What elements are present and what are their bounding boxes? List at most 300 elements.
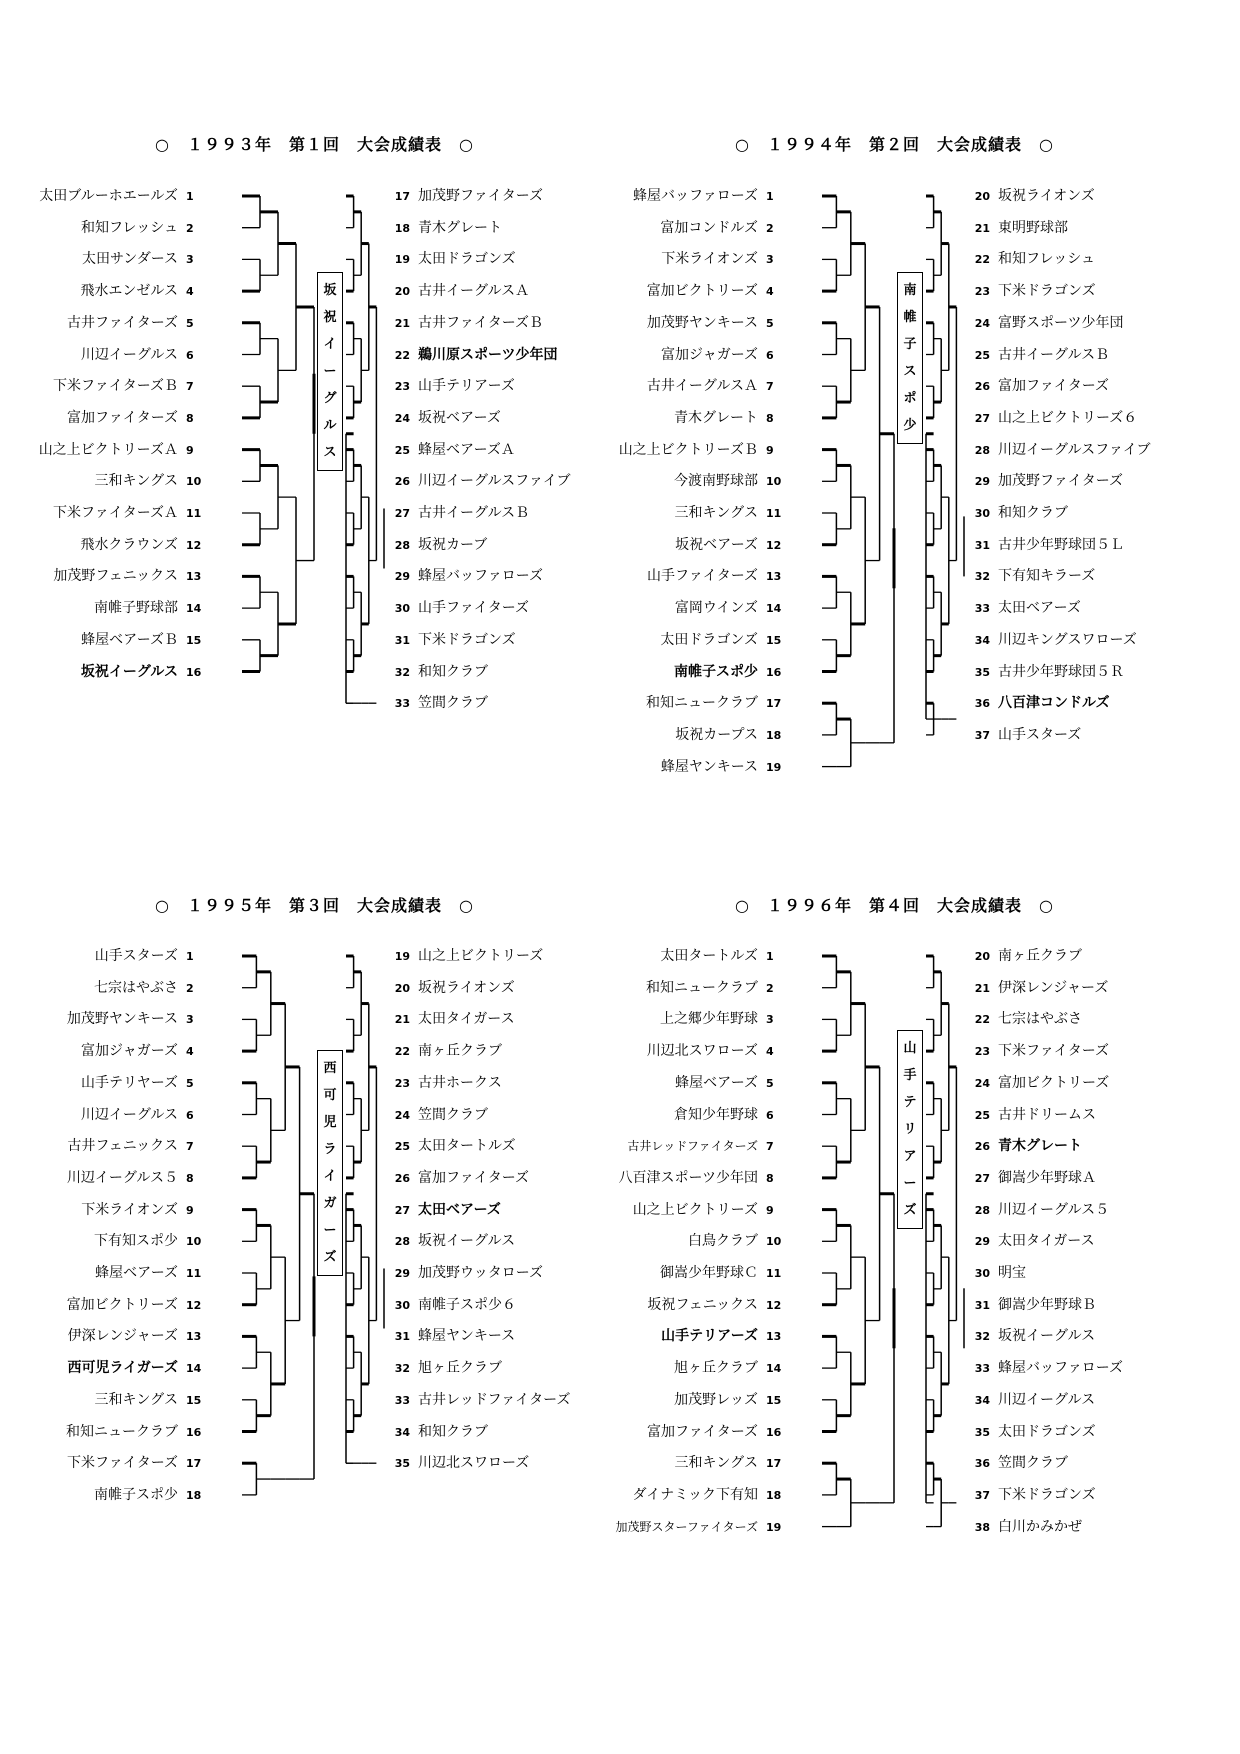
seed-number: 34 bbox=[394, 1425, 410, 1439]
champion-char: ル bbox=[323, 418, 337, 433]
team-name: 太田ドラゴンズ bbox=[660, 631, 758, 648]
team-name: 青木グレート bbox=[418, 219, 502, 236]
team-name: 坂祝フェニックス bbox=[647, 1296, 758, 1313]
team-name: 富加ビクトリーズ bbox=[646, 283, 758, 300]
team-name: 蜂屋ヤンキース bbox=[418, 1328, 516, 1345]
team-entry bbox=[388, 1231, 515, 1251]
seed-number: 34 bbox=[974, 1393, 990, 1407]
team-name: 三和キングス bbox=[94, 473, 178, 490]
bracket-title: ○ １９９６年 第４回 大会成績表 ○ bbox=[735, 896, 1054, 915]
team-name: 太田タイガース bbox=[418, 1011, 515, 1028]
team-name: 太田タートルズ bbox=[418, 1138, 516, 1155]
team-entry bbox=[388, 1105, 488, 1125]
seed-number: 35 bbox=[394, 1457, 410, 1471]
team-name: 下有知キラーズ bbox=[998, 568, 1096, 585]
seed-number: 22 bbox=[974, 253, 990, 267]
champion-char: 山 bbox=[903, 1041, 917, 1056]
seed-number: 27 bbox=[974, 411, 990, 425]
seed-number: 31 bbox=[974, 538, 990, 552]
team-entry bbox=[968, 345, 1109, 365]
team-entry bbox=[968, 503, 1068, 523]
seed-number: 12 bbox=[766, 1298, 782, 1312]
team-name: 西可児ライガーズ bbox=[67, 1360, 178, 1377]
team-entry bbox=[968, 693, 1110, 713]
seed-number: 14 bbox=[186, 602, 202, 616]
seed-number: 1 bbox=[186, 950, 194, 963]
team-name: 富加ファイターズ bbox=[66, 409, 178, 426]
team-name: 太田タートルズ bbox=[660, 948, 758, 964]
team-name: 山之上ビクトリーズ６ bbox=[998, 409, 1138, 426]
champion-label bbox=[317, 1050, 343, 1276]
team-entry bbox=[968, 471, 1123, 491]
team-entry bbox=[598, 1231, 788, 1251]
team-name: 山之上ビクトリーズＡ bbox=[38, 441, 178, 458]
champion-char: ス bbox=[323, 445, 337, 460]
team-name: 笠間クラブ bbox=[998, 1455, 1068, 1472]
team-entry bbox=[598, 1263, 788, 1283]
team-name: 下米ファイターズ bbox=[66, 1455, 178, 1472]
team-name: 八百津コンドルズ bbox=[998, 695, 1110, 712]
team-name: 旭ヶ丘クラブ bbox=[674, 1360, 758, 1377]
seed-number: 5 bbox=[186, 1076, 194, 1090]
team-entry bbox=[598, 1136, 788, 1156]
team-entry bbox=[388, 1168, 529, 1188]
team-entry bbox=[18, 1231, 208, 1251]
champion-char: ガ bbox=[323, 1196, 337, 1211]
team-name: 三和キングス bbox=[674, 505, 758, 521]
team-entry bbox=[968, 1422, 1096, 1442]
team-name: 坂祝ライオンズ bbox=[418, 979, 515, 996]
team-name: 白鳥クラブ bbox=[688, 1233, 758, 1250]
team-entry bbox=[18, 1168, 208, 1188]
seed-number: 12 bbox=[766, 538, 782, 552]
seed-number: 28 bbox=[974, 1203, 990, 1217]
seed-number: 20 bbox=[394, 981, 410, 995]
team-entry bbox=[388, 1390, 570, 1410]
team-name: 御嵩少年野球Ｂ bbox=[998, 1296, 1096, 1313]
champion-char: 可 bbox=[323, 1088, 337, 1103]
team-entry bbox=[968, 1263, 1026, 1283]
team-name: 古井レッドファイターズ bbox=[627, 1139, 758, 1154]
seed-number: 5 bbox=[766, 316, 774, 330]
team-entry bbox=[388, 1453, 529, 1473]
team-entry bbox=[18, 566, 208, 586]
seed-number: 25 bbox=[394, 1140, 410, 1154]
team-entry bbox=[968, 946, 1082, 966]
team-entry bbox=[388, 1073, 502, 1093]
seed-number: 21 bbox=[394, 1013, 410, 1027]
team-entry bbox=[18, 598, 208, 618]
team-entry bbox=[598, 946, 788, 966]
seed-number: 33 bbox=[394, 697, 410, 711]
team-entry bbox=[18, 471, 208, 491]
team-entry bbox=[388, 566, 543, 586]
team-entry bbox=[18, 408, 208, 428]
team-name: 和知ニュークラブ bbox=[646, 695, 758, 712]
team-entry bbox=[598, 693, 788, 713]
team-entry bbox=[388, 1041, 502, 1061]
team-entry bbox=[598, 1168, 788, 1188]
team-name: 和知クラブ bbox=[418, 663, 488, 680]
team-name: 太田ベアーズ bbox=[418, 1201, 501, 1218]
team-entry bbox=[968, 598, 1081, 618]
team-entry bbox=[968, 1326, 1095, 1346]
team-name: 蜂屋バッファローズ bbox=[998, 1360, 1124, 1377]
seed-number: 25 bbox=[974, 348, 990, 362]
team-entry bbox=[968, 978, 1108, 998]
team-entry bbox=[388, 598, 529, 618]
seed-number: 23 bbox=[974, 285, 990, 299]
team-name: 古井イーグルスＡ bbox=[418, 283, 530, 300]
seed-number: 30 bbox=[394, 602, 410, 616]
team-entry bbox=[598, 978, 788, 998]
team-entry bbox=[968, 535, 1124, 555]
team-entry bbox=[18, 662, 208, 682]
champion-char: ポ bbox=[903, 391, 917, 406]
team-entry bbox=[598, 1295, 788, 1315]
seed-number: 1 bbox=[766, 190, 774, 203]
team-entry bbox=[388, 281, 529, 301]
seed-number: 2 bbox=[186, 981, 194, 995]
seed-number: 16 bbox=[186, 665, 202, 679]
team-name: 南ヶ丘クラブ bbox=[998, 948, 1082, 964]
team-name: 御嵩少年野球Ｃ bbox=[660, 1265, 758, 1281]
team-entry bbox=[598, 186, 788, 206]
team-name: 加茂野ファイターズ bbox=[418, 188, 544, 204]
team-name: 古井ホークス bbox=[418, 1074, 502, 1091]
team-name: 飛水エンゼルス bbox=[80, 283, 178, 300]
team-entry bbox=[598, 1390, 788, 1410]
team-entry bbox=[598, 1517, 788, 1537]
team-name: 南帷子スポ少 bbox=[674, 663, 758, 680]
team-name: 坂祝イーグルス bbox=[418, 1233, 516, 1250]
team-entry bbox=[968, 1105, 1096, 1125]
team-name: 川辺イーグルス bbox=[998, 1391, 1096, 1408]
team-name: 飛水クラウンズ bbox=[80, 536, 178, 553]
seed-number: 17 bbox=[186, 1457, 202, 1471]
team-name: 三和キングス bbox=[674, 1455, 758, 1472]
team-entry bbox=[18, 1105, 208, 1125]
seed-number: 11 bbox=[766, 507, 782, 520]
team-name: 富野スポーツ少年団 bbox=[998, 314, 1124, 331]
team-name: 富加ビクトリーズ bbox=[998, 1074, 1110, 1091]
seed-number: 9 bbox=[186, 443, 194, 457]
team-entry bbox=[388, 978, 515, 998]
seed-number: 36 bbox=[974, 1457, 990, 1471]
seed-number: 6 bbox=[766, 1108, 774, 1122]
team-entry bbox=[968, 1231, 1095, 1251]
seed-number: 8 bbox=[766, 1171, 774, 1185]
champion-char: 南 bbox=[903, 283, 917, 298]
team-name: 太田タイガース bbox=[998, 1233, 1095, 1250]
champion-char: 手 bbox=[903, 1068, 917, 1083]
seed-number: 28 bbox=[394, 538, 410, 552]
team-entry bbox=[18, 1422, 208, 1442]
seed-number: 30 bbox=[974, 507, 990, 520]
team-name: 富加ファイターズ bbox=[646, 1423, 758, 1440]
team-entry bbox=[18, 1073, 208, 1093]
team-name: 古井ドリームス bbox=[998, 1106, 1096, 1123]
team-entry bbox=[18, 1358, 208, 1378]
seed-number: 26 bbox=[974, 1140, 990, 1154]
team-name: 山手ファイターズ bbox=[646, 568, 758, 585]
team-entry bbox=[968, 1136, 1082, 1156]
team-entry bbox=[598, 440, 788, 460]
team-entry bbox=[388, 630, 516, 650]
team-entry bbox=[388, 1295, 516, 1315]
team-entry bbox=[388, 471, 570, 491]
champion-char: ア bbox=[903, 1149, 917, 1164]
team-entry bbox=[598, 630, 788, 650]
team-name: 坂祝カープス bbox=[675, 726, 758, 743]
team-entry bbox=[18, 1263, 208, 1283]
team-name: 太田ドラゴンズ bbox=[998, 1423, 1096, 1440]
team-entry bbox=[388, 1200, 501, 1220]
team-entry bbox=[598, 313, 788, 333]
team-name: 坂祝イーグルス bbox=[80, 663, 178, 680]
team-entry bbox=[18, 1041, 208, 1061]
seed-number: 12 bbox=[186, 538, 202, 552]
team-name: 和知フレッシュ bbox=[998, 251, 1096, 268]
seed-number: 16 bbox=[766, 1425, 782, 1439]
team-entry bbox=[598, 376, 788, 396]
team-name: 倉知少年野球 bbox=[674, 1106, 758, 1123]
team-name: 富岡ウインズ bbox=[674, 600, 758, 617]
champion-char: 少 bbox=[903, 418, 917, 433]
seed-number: 19 bbox=[766, 760, 782, 774]
team-name: 蜂屋ベアーズＡ bbox=[418, 441, 515, 458]
seed-number: 21 bbox=[974, 221, 990, 235]
seed-number: 32 bbox=[974, 1330, 990, 1344]
team-entry bbox=[388, 946, 543, 966]
seed-number: 10 bbox=[766, 1235, 782, 1249]
bracket-title: ○ １９９５年 第３回 大会成績表 ○ bbox=[155, 896, 474, 915]
bracket-title: ○ １９９３年 第１回 大会成績表 ○ bbox=[155, 135, 474, 154]
team-name: 川辺北スワローズ bbox=[646, 1043, 758, 1060]
seed-number: 22 bbox=[394, 348, 410, 362]
team-entry bbox=[18, 376, 208, 396]
seed-number: 17 bbox=[394, 190, 410, 203]
seed-number: 11 bbox=[186, 507, 202, 520]
champion-char: イ bbox=[323, 337, 337, 352]
seed-number: 19 bbox=[766, 1520, 782, 1534]
team-name: 今渡南野球部 bbox=[674, 473, 758, 490]
seed-number: 13 bbox=[186, 570, 202, 584]
team-name: 青木グレート bbox=[998, 1138, 1082, 1155]
team-name: 富加ファイターズ bbox=[418, 1169, 530, 1186]
team-entry bbox=[968, 1453, 1068, 1473]
seed-number: 26 bbox=[394, 475, 410, 489]
team-name: 和知ニュークラブ bbox=[646, 979, 758, 996]
team-entry bbox=[18, 1390, 208, 1410]
seed-number: 4 bbox=[186, 1045, 194, 1059]
seed-number: 9 bbox=[766, 1203, 774, 1217]
seed-number: 7 bbox=[186, 380, 194, 394]
team-entry bbox=[598, 1073, 788, 1093]
seed-number: 30 bbox=[394, 1298, 410, 1312]
seed-number: 20 bbox=[974, 950, 990, 963]
seed-number: 8 bbox=[186, 411, 194, 425]
team-name: 七宗はやぶさ bbox=[94, 979, 178, 996]
team-entry bbox=[968, 566, 1095, 586]
seed-number: 25 bbox=[974, 1108, 990, 1122]
team-entry bbox=[18, 503, 208, 523]
team-entry bbox=[18, 1009, 208, 1029]
champion-char: ズ bbox=[903, 1203, 917, 1218]
seed-number: 7 bbox=[766, 380, 774, 394]
seed-number: 1 bbox=[186, 190, 194, 203]
team-name: 下有知スポ少 bbox=[94, 1233, 178, 1250]
team-entry bbox=[388, 1263, 543, 1283]
seed-number: 15 bbox=[186, 1393, 202, 1407]
seed-number: 20 bbox=[974, 190, 990, 203]
champion-char: ラ bbox=[323, 1142, 337, 1157]
seed-number: 9 bbox=[186, 1203, 194, 1217]
team-name: 三和キングス bbox=[94, 1391, 178, 1408]
team-name: 下米ファイターズ bbox=[998, 1043, 1110, 1060]
team-entry bbox=[598, 471, 788, 491]
seed-number: 13 bbox=[766, 1330, 782, 1344]
team-name: 鵜川原スポーツ少年団 bbox=[418, 346, 558, 363]
team-name: 川辺キングスワローズ bbox=[998, 631, 1137, 648]
seed-number: 19 bbox=[394, 253, 410, 267]
seed-number: 37 bbox=[974, 728, 990, 742]
team-name: 坂祝ベアーズ bbox=[418, 409, 501, 426]
team-name: 古井イーグルスＢ bbox=[418, 505, 530, 521]
team-entry bbox=[968, 249, 1095, 269]
team-entry bbox=[968, 1485, 1096, 1505]
seed-number: 2 bbox=[766, 221, 774, 235]
seed-number: 12 bbox=[186, 1298, 202, 1312]
team-name: 太田ドラゴンズ bbox=[418, 251, 516, 268]
seed-number: 17 bbox=[766, 697, 782, 711]
team-entry bbox=[968, 1041, 1109, 1061]
team-name: 加茂野レッズ bbox=[674, 1391, 758, 1408]
champion-char: イ bbox=[323, 1169, 337, 1184]
seed-number: 23 bbox=[394, 380, 410, 394]
seed-number: 17 bbox=[766, 1457, 782, 1471]
seed-number: 15 bbox=[766, 1393, 782, 1407]
seed-number: 32 bbox=[974, 570, 990, 584]
team-name: 古井レッドファイターズ bbox=[418, 1391, 571, 1408]
seed-number: 10 bbox=[186, 475, 202, 489]
team-entry bbox=[388, 345, 557, 365]
team-name: 上之郷少年野球 bbox=[660, 1011, 758, 1028]
team-name: 山之上ビクトリーズ bbox=[418, 948, 544, 964]
team-name: 加茂野フェニックス bbox=[53, 568, 178, 585]
seed-number: 29 bbox=[974, 1235, 990, 1249]
team-name: 南帷子野球部 bbox=[94, 600, 178, 617]
team-name: 和知フレッシュ bbox=[80, 219, 178, 236]
team-name: 坂祝イーグルス bbox=[998, 1328, 1096, 1345]
team-entry bbox=[968, 662, 1124, 682]
team-name: 古井イーグルスＢ bbox=[998, 346, 1110, 363]
team-name: 七宗はやぶさ bbox=[998, 1011, 1082, 1028]
seed-number: 33 bbox=[394, 1393, 410, 1407]
team-name: 川辺イーグルス bbox=[80, 346, 178, 363]
champion-char: テ bbox=[903, 1095, 917, 1110]
team-name: 東明野球部 bbox=[998, 219, 1068, 236]
seed-number: 16 bbox=[766, 665, 782, 679]
seed-number: 10 bbox=[186, 1235, 202, 1249]
team-entry bbox=[18, 1485, 208, 1505]
seed-number: 6 bbox=[186, 348, 194, 362]
team-entry bbox=[598, 598, 788, 618]
seed-number: 7 bbox=[186, 1140, 194, 1154]
seed-number: 4 bbox=[766, 285, 774, 299]
team-name: 川辺イーグルス５ bbox=[998, 1201, 1110, 1218]
team-entry bbox=[968, 1073, 1109, 1093]
team-name: 白川かみかぜ bbox=[998, 1518, 1082, 1535]
team-entry bbox=[968, 376, 1109, 396]
team-entry bbox=[598, 725, 788, 745]
team-name: 山之上ビクトリーズＢ bbox=[618, 441, 758, 458]
team-name: 川辺イーグルスファイブ bbox=[418, 473, 571, 490]
team-entry bbox=[388, 440, 515, 460]
seed-number: 24 bbox=[974, 316, 990, 330]
team-entry bbox=[968, 1168, 1096, 1188]
seed-number: 33 bbox=[974, 1362, 990, 1376]
team-entry bbox=[388, 408, 501, 428]
team-name: 加茂野ヤンキース bbox=[646, 314, 758, 331]
team-name: 南帷子スポ少６ bbox=[418, 1296, 516, 1313]
champion-char: リ bbox=[903, 1122, 917, 1137]
seed-number: 21 bbox=[974, 981, 990, 995]
seed-number: 21 bbox=[394, 316, 410, 330]
team-name: 蜂屋ベアーズ bbox=[675, 1074, 758, 1091]
team-entry bbox=[388, 535, 487, 555]
team-entry bbox=[598, 503, 788, 523]
seed-number: 27 bbox=[394, 507, 410, 520]
team-name: 山手スターズ bbox=[94, 948, 178, 964]
seed-number: 35 bbox=[974, 665, 990, 679]
seed-number: 14 bbox=[186, 1362, 202, 1376]
team-entry bbox=[598, 566, 788, 586]
seed-number: 27 bbox=[394, 1203, 410, 1217]
seed-number: 3 bbox=[766, 1013, 774, 1027]
seed-number: 28 bbox=[974, 443, 990, 457]
team-name: 蜂屋ベアーズＢ bbox=[81, 631, 178, 648]
team-entry bbox=[598, 1422, 788, 1442]
seed-number: 18 bbox=[186, 1488, 202, 1502]
seed-number: 24 bbox=[974, 1076, 990, 1090]
seed-number: 13 bbox=[766, 570, 782, 584]
seed-number: 36 bbox=[974, 697, 990, 711]
team-name: 富加ジャガーズ bbox=[80, 1043, 178, 1060]
team-entry bbox=[18, 313, 208, 333]
team-entry bbox=[598, 1453, 788, 1473]
seed-number: 35 bbox=[974, 1425, 990, 1439]
team-entry bbox=[598, 218, 788, 238]
team-name: 伊深レンジャーズ bbox=[67, 1328, 178, 1345]
team-entry bbox=[388, 662, 488, 682]
champion-char: 西 bbox=[323, 1061, 337, 1076]
champion-char: ズ bbox=[323, 1250, 337, 1265]
seed-number: 11 bbox=[186, 1267, 202, 1280]
champion-label bbox=[897, 272, 923, 444]
team-name: 旭ヶ丘クラブ bbox=[418, 1360, 502, 1377]
seed-number: 22 bbox=[394, 1045, 410, 1059]
team-name: 伊深レンジャーズ bbox=[998, 979, 1109, 996]
champion-char: ー bbox=[323, 1223, 337, 1238]
team-entry bbox=[388, 693, 488, 713]
team-name: 山手ファイターズ bbox=[418, 600, 530, 617]
team-name: 川辺イーグルスファイブ bbox=[998, 441, 1151, 458]
team-name: 加茂野ファイターズ bbox=[998, 473, 1124, 490]
seed-number: 4 bbox=[186, 285, 194, 299]
seed-number: 6 bbox=[186, 1108, 194, 1122]
team-name: 蜂屋ヤンキース bbox=[660, 758, 758, 775]
